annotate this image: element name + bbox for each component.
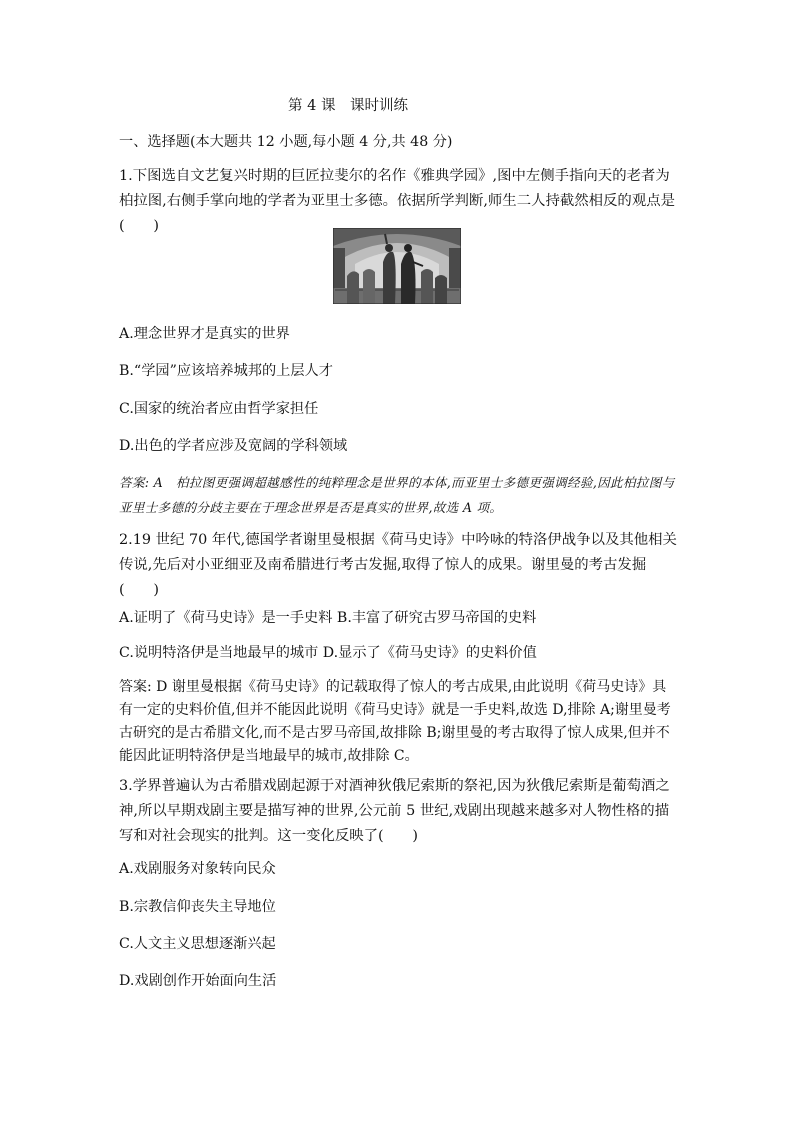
q2-answer: 答案: D 谢里曼根据《荷马史诗》的记载取得了惊人的考古成果,由此说明《荷马史诗》具有一定的史料价值,但并不能因此说明《荷马史诗》就是一手史料,故选 D,排除 A;谢里曼考古研究的是古希腊文化,而不是古罗马帝国,故排除 B;谢里曼的考古取得了惊人成果,但并不能因此证明特洛伊是当地最早的城市,故排除 C。 [119,679,671,764]
q3-option-c: C.人文主义思想逐渐兴起 [119,936,276,952]
question-3-stem: 3.学界普遍认为古希腊戏剧起源于对酒神狄俄尼索斯的祭祀,因为狄俄尼索斯是葡萄酒之神,所以早期戏剧主要是描写神的世界,公元前 5 世纪,戏剧出现越来越多对人物性格的描写和对社会现实的批判。这一变化反映了( ) [119,778,670,844]
q2-options-cd: C.说明特洛伊是当地最早的城市 D.显示了《荷马史诗》的史料价值 [119,645,537,661]
q3-option-a: A.戏剧服务对象转向民众 [119,861,276,877]
school-of-athens-painting [333,228,461,304]
q2-options-ab: A.证明了《荷马史诗》是一手史料 B.丰富了研究古罗马帝国的史料 [119,610,537,626]
q1-option-a: A.理念世界才是真实的世界 [119,326,290,342]
question-1-stem: 1.下图选自文艺复兴时期的巨匠拉斐尔的名作《雅典学园》,图中左侧手指向天的老者为柏拉图,右侧手掌向地的学者为亚里士多德。依据所学判断,师生二人持截然相反的观点是( ) [119,168,675,234]
q1-option-d: D.出色的学者应涉及宽阔的学科领域 [119,438,348,454]
q3-option-d: D.戏剧创作开始面向生活 [119,973,277,989]
page-title: 第 4 课 课时训练 [288,98,408,114]
q3-option-b: B.宗教信仰丧失主导地位 [119,899,276,915]
q1-option-c: C.国家的统治者应由哲学家担任 [119,401,319,417]
section-heading: 一、选择题(本大题共 12 小题,每小题 4 分,共 48 分) [119,134,453,150]
question-2-stem: 2.19 世纪 70 年代,德国学者谢里曼根据《荷马史诗》中吟咏的特洛伊战争以及其他相关传说,先后对小亚细亚及南希腊进行考古发掘,取得了惊人的成果。谢里曼的考古发掘( ) [119,532,677,598]
q1-option-b: B.“学园”应该培养城邦的上层人才 [119,363,333,379]
q1-answer: 答案: A 柏拉图更强调超越感性的纯粹理念是世界的本体,而亚里士多德更强调经验,因此柏拉图与亚里士多德的分歧主要在于理念世界是否是真实的世界,故选 A 项。 [119,475,675,515]
